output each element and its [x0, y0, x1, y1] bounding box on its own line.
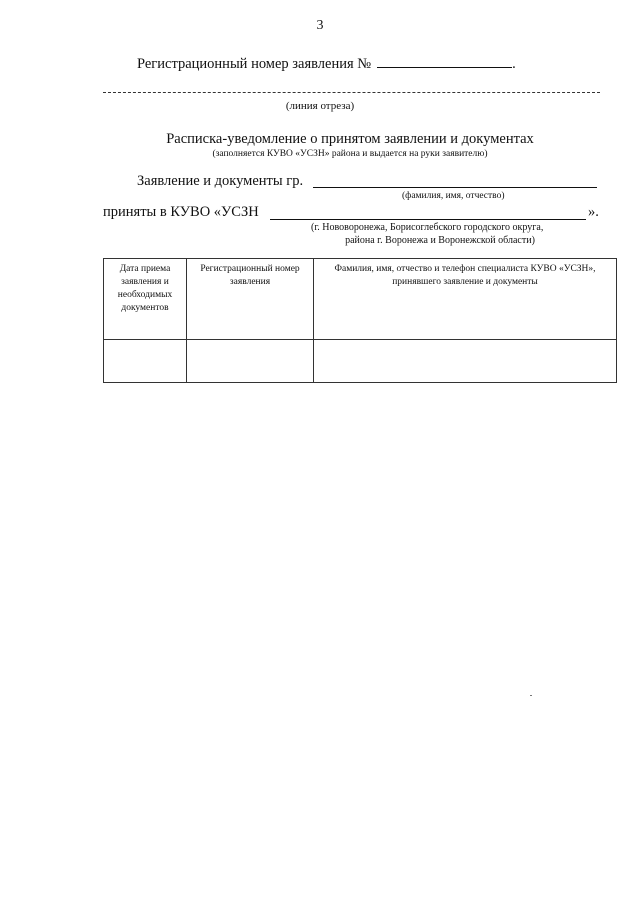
registration-number-label: Регистрационный номер заявления № [137, 56, 372, 72]
accepted-end: ». [588, 204, 599, 220]
registration-number-line [137, 54, 516, 73]
header-registration-number: Регистрационный номер заявления [187, 259, 314, 340]
applicant-name-blank [313, 187, 597, 188]
cut-line-caption: (линия отреза) [285, 100, 355, 112]
accepted-label: приняты в КУВО «УСЗН [103, 204, 259, 220]
cut-line [103, 92, 600, 93]
page-number: 3 [316, 18, 324, 33]
registration-number-end: . [512, 56, 516, 72]
cell-specialist [314, 340, 617, 383]
accepted-caption-line1: (г. Нововоронежа, Борисоглебского городского округа, [311, 222, 544, 233]
receipt-subtitle: (заполняется КУВО «УСЗН» района и выдается на руки заявителю) [212, 149, 488, 159]
cell-date-received [104, 340, 187, 383]
receipt-table [103, 258, 617, 383]
header-date-received: Дата приема заявления и необходимых документов [104, 259, 187, 340]
cell-registration-number [187, 340, 314, 383]
scan-speck [530, 695, 532, 696]
accepted-caption-line2: района г. Воронежа и Воронежской области) [345, 235, 535, 246]
applicant-caption: (фамилия, имя, отчество) [402, 191, 505, 201]
header-specialist: Фамилия, имя, отчество и телефон специалиста КУВО «УСЗН», принявшего заявление и документы [314, 259, 617, 340]
receipt-title: Расписка-уведомление о принятом заявлении и документах [166, 131, 534, 147]
table-header-row [104, 259, 617, 340]
table-row [104, 340, 617, 383]
accepted-office-blank [270, 219, 586, 220]
registration-number-blank [377, 54, 512, 68]
applicant-label: Заявление и документы гр. [137, 173, 304, 189]
